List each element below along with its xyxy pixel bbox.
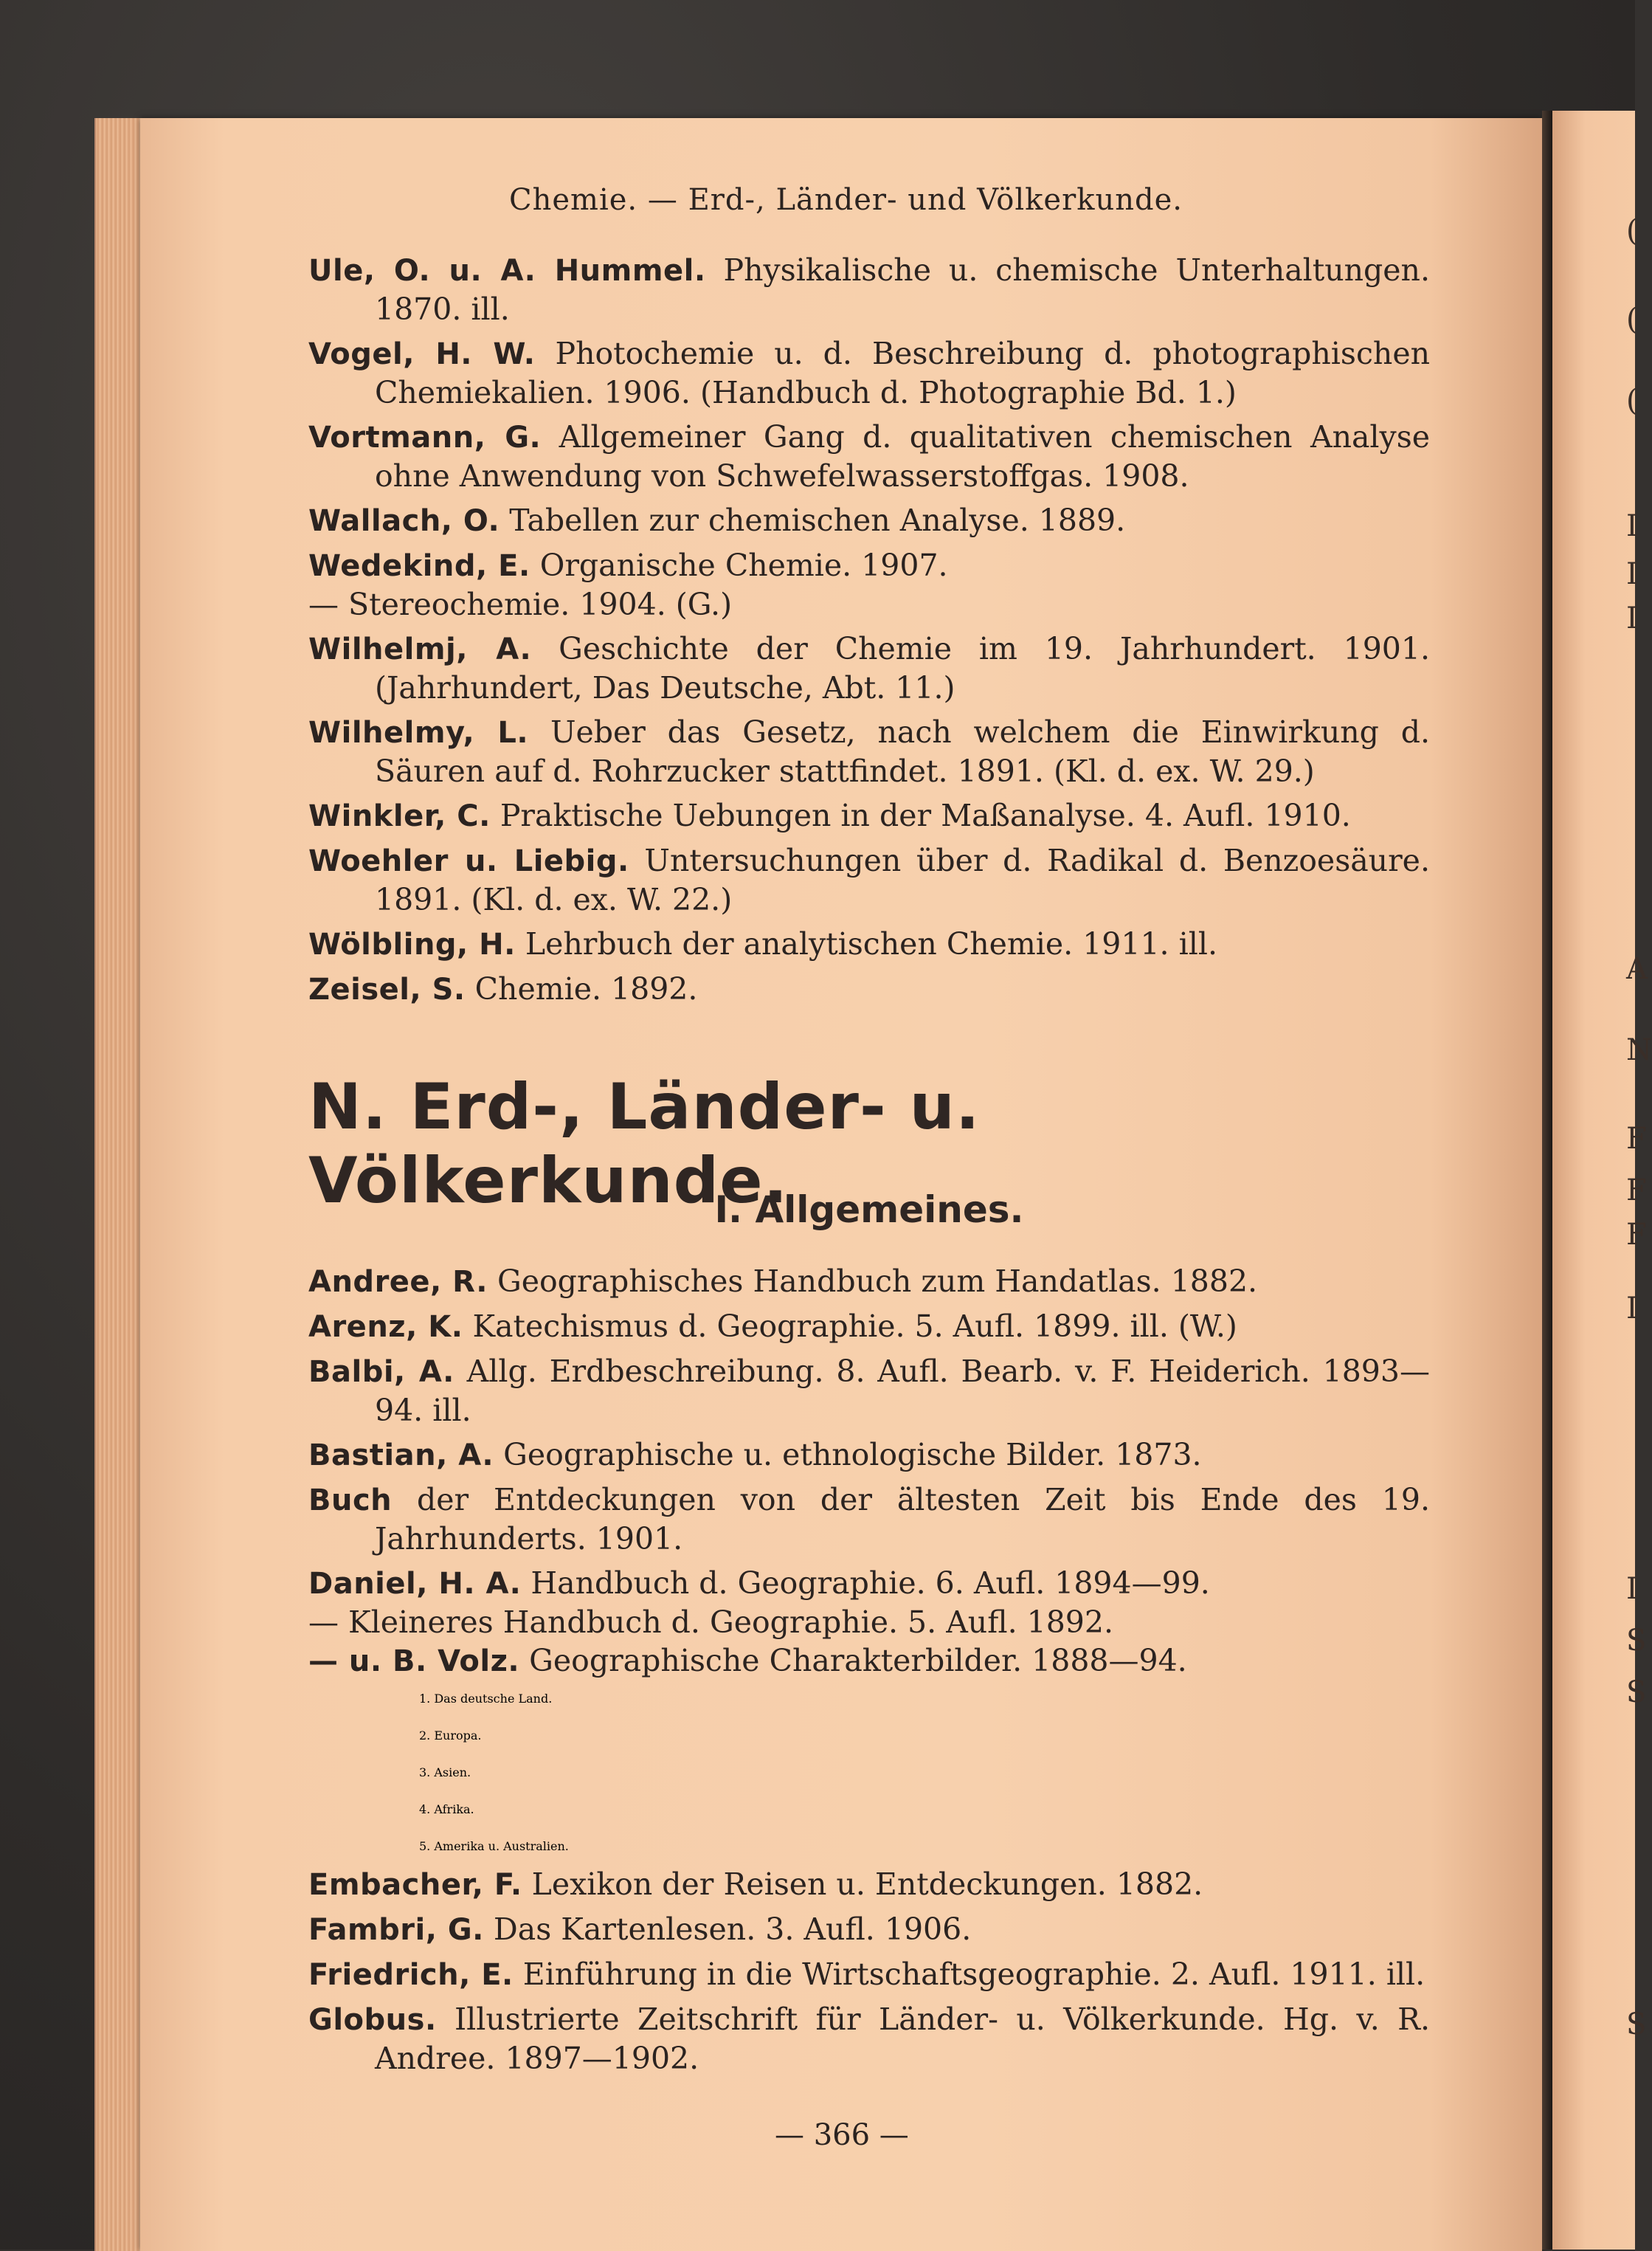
next-page-letter: A: [1626, 952, 1648, 986]
list-item: Globus. Illustrierte Zeitschrift für Länder- u. Völkerkunde. Hg. v. R. Andree. 1897—1902.: [308, 2002, 1430, 2076]
list-item: Vortmann, G. Allgemeiner Gang d. qualitativen chemischen Analyse ohne Anwendung von Schwefelwasserstoffgas. 1908.: [308, 419, 1430, 494]
list-item: Wilhelmy, L. Ueber das Gesetz, nach welchem die Einwirkung d. Säuren auf d. Rohrzucker stattfindet. 1891. (Kl. d. ex. W. 29.): [308, 714, 1430, 789]
next-page-letter: F: [1626, 1218, 1647, 1252]
book-gutter: [1542, 111, 1552, 2250]
list-item: Friedrich, E. Einführung in die Wirtschaftsgeographie. 2. Aufl. 1911. ill.: [308, 1957, 1425, 1992]
next-page-letter: S: [1626, 1675, 1647, 1709]
sublist-item: 3. Asien.: [419, 1765, 471, 1779]
entries-bottom: [308, 1262, 1430, 2083]
sublist-item: 2. Europa.: [419, 1728, 482, 1742]
subsection-title: I. Allgemeines.: [714, 1188, 1024, 1231]
next-page-letter: I: [1626, 509, 1638, 543]
next-page-edge: [1552, 111, 1635, 2250]
list-item: Wölbling, H. Lehrbuch der analytischen Chemie. 1911. ill.: [308, 926, 1217, 962]
next-page-letter: I: [1626, 1292, 1638, 1326]
list-item: — u. B. Volz. Geographische Charakterbilder. 1888—94.: [308, 1643, 1187, 1678]
list-item: Balbi, A. Allg. Erdbeschreibung. 8. Aufl. Bearb. v. F. Heiderich. 1893—94. ill.: [308, 1354, 1430, 1428]
sublist-item: 4. Afrika.: [419, 1802, 474, 1816]
next-page-letter: I: [1626, 557, 1638, 591]
list-item: Ule, O. u. A. Hummel. Physikalische u. chemische Unterhaltungen. 1870. ill.: [308, 252, 1430, 327]
list-item: Winkler, C. Praktische Uebungen in der Maßanalyse. 4. Aufl. 1910.: [308, 798, 1351, 833]
next-page-letter: S: [1626, 1624, 1647, 1658]
next-page-letter: I: [1626, 1572, 1638, 1606]
section-title: N. Erd-, Länder- u. Völkerkunde.: [308, 1070, 981, 1218]
next-page-letter: N: [1626, 1033, 1652, 1067]
entries-top: [308, 251, 1430, 1015]
sublist-item: 5. Amerika u. Australien.: [419, 1839, 569, 1853]
list-item: Vogel, H. W. Photochemie u. d. Beschreibung d. photographischen Chemiekalien. 1906. (Handbuch d. Photographie Bd. 1.): [308, 336, 1430, 410]
page-number: — 366 —: [775, 2118, 909, 2152]
list-item: — Kleineres Handbuch d. Geographie. 5. Aufl. 1892.: [308, 1604, 1114, 1640]
volz-sublist: [308, 1681, 1430, 1865]
list-item: Wallach, O. Tabellen zur chemischen Analyse. 1889.: [308, 503, 1126, 538]
next-page-letter: I: [1626, 601, 1638, 635]
list-item: Wedekind, E. Organische Chemie. 1907.: [308, 548, 948, 583]
next-page-letter: F: [1626, 1173, 1647, 1207]
list-item: Fambri, G. Das Kartenlesen. 3. Aufl. 1906.: [308, 1912, 972, 1947]
next-page-letter: (: [1626, 214, 1638, 248]
running-head: Chemie. — Erd-, Länder- und Völkerkunde.: [509, 183, 1183, 217]
list-item: Buch der Entdeckungen von der ältesten Zeit bis Ende des 19. Jahrhunderts. 1901.: [308, 1482, 1430, 1557]
list-item: Andree, R. Geographisches Handbuch zum Handatlas. 1882.: [308, 1264, 1258, 1299]
list-item: Embacher, F. Lexikon der Reisen u. Entdeckungen. 1882.: [308, 1866, 1203, 1902]
sublist-item: 1. Das deutsche Land.: [419, 1692, 553, 1706]
list-item: Daniel, H. A. Handbuch d. Geographie. 6. Aufl. 1894—99.: [308, 1565, 1210, 1601]
list-item: Wilhelmj, A. Geschichte der Chemie im 19. Jahrhundert. 1901. (Jahrhundert, Das Deutsche, Abt. 11.): [308, 631, 1430, 706]
next-page-letter: F: [1626, 1122, 1647, 1156]
list-item: Zeisel, S. Chemie. 1892.: [308, 971, 698, 1007]
list-item: Woehler u. Liebig. Untersuchungen über d. Radikal d. Benzoesäure. 1891. (Kl. d. ex. W. 22.): [308, 843, 1430, 917]
next-page-letter: S: [1626, 2007, 1647, 2041]
list-item: Arenz, K. Katechismus d. Geographie. 5. Aufl. 1899. ill. (W.): [308, 1309, 1237, 1344]
list-item: — Stereochemie. 1904. (G.): [308, 587, 733, 622]
list-item: Bastian, A. Geographische u. ethnologische Bilder. 1873.: [308, 1437, 1202, 1472]
next-page-letter: (: [1626, 384, 1638, 418]
next-page-letter: (: [1626, 303, 1638, 337]
